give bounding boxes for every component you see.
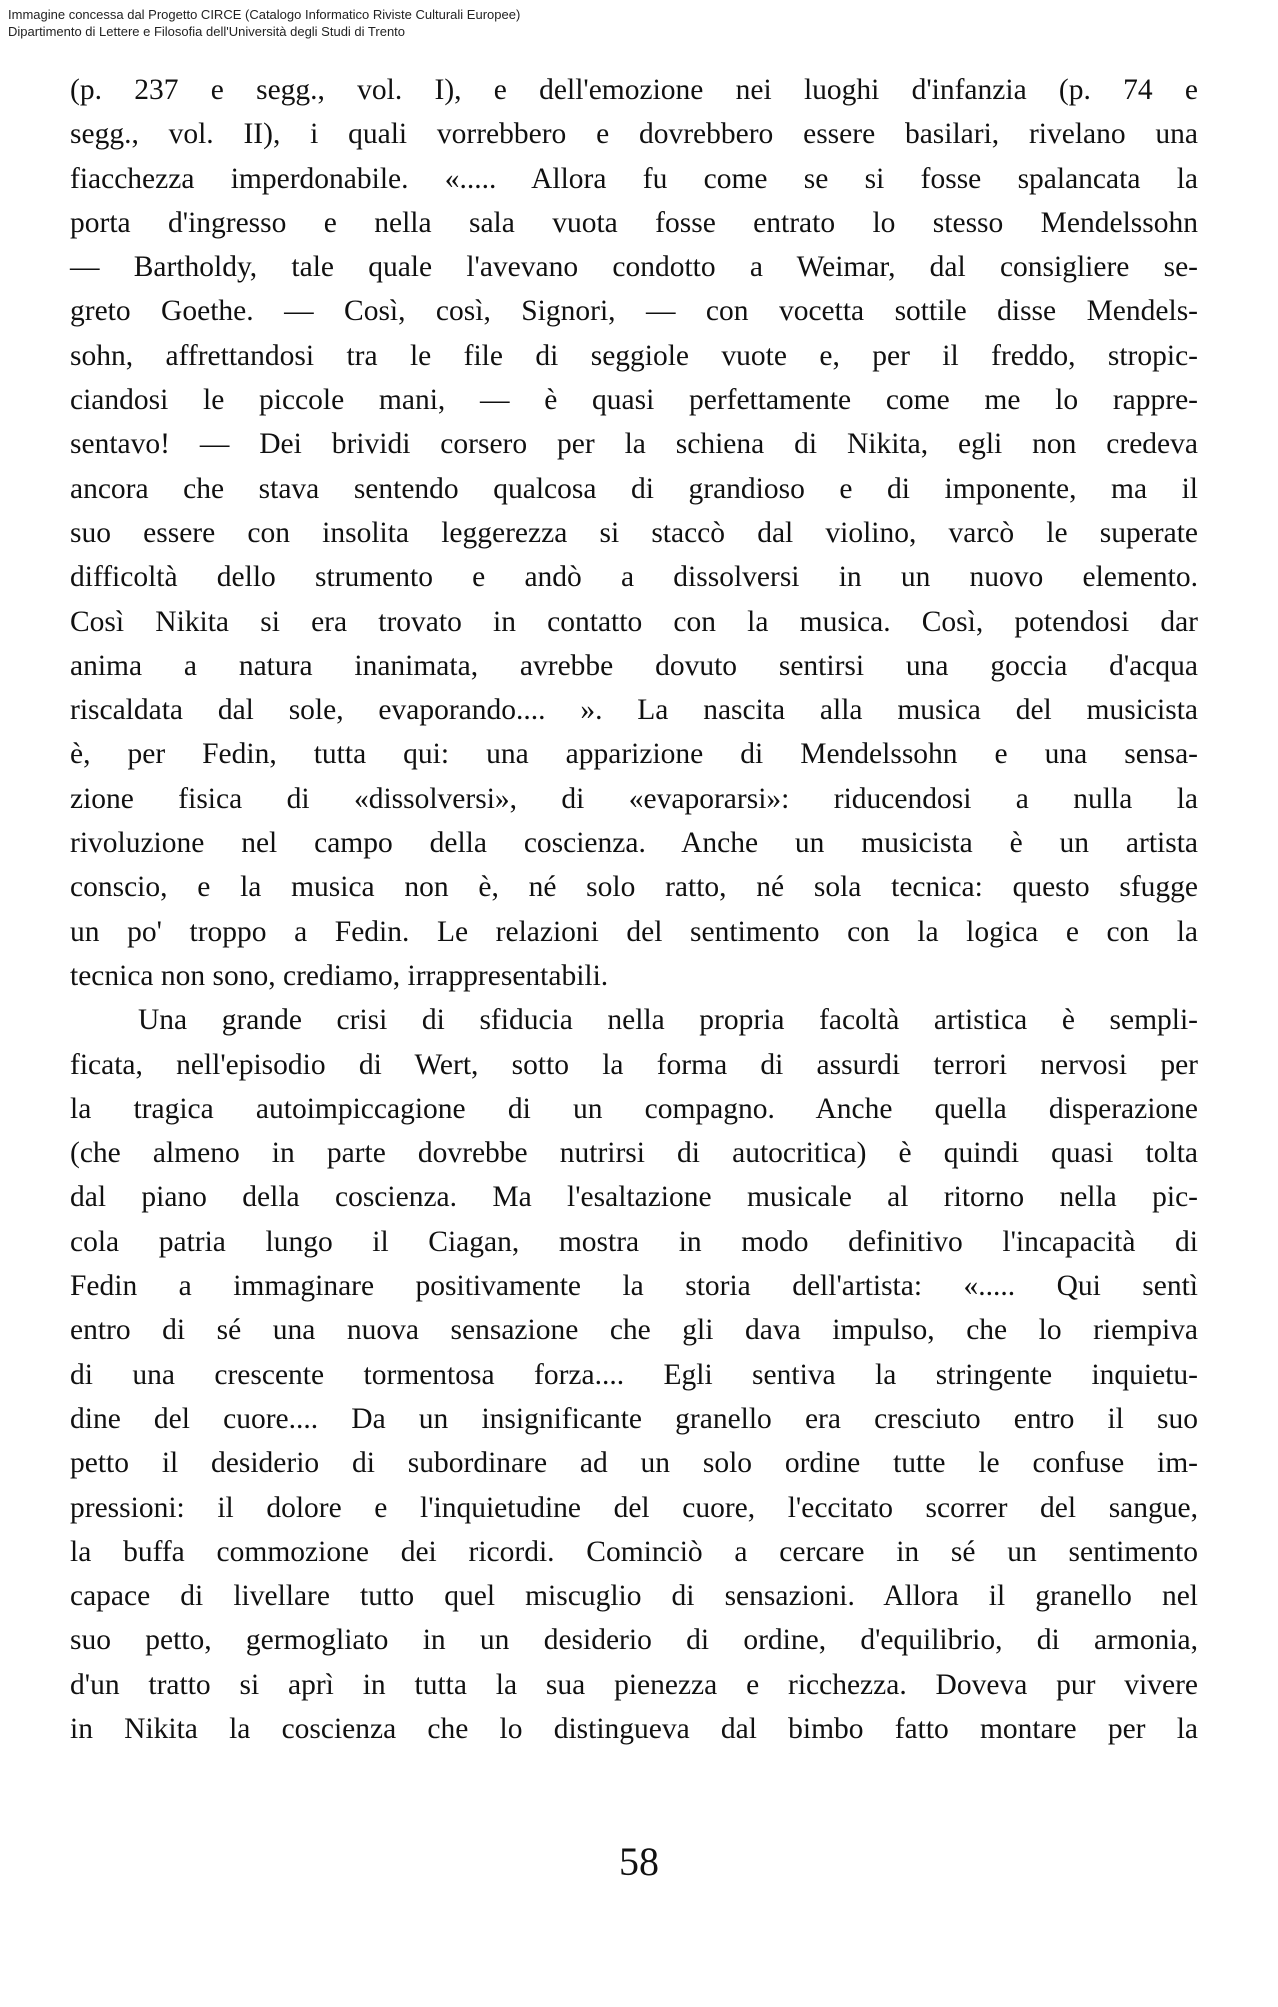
text-line: entro di sé una nuova sensazione che gli dava impulso, che lo riempiva	[70, 1314, 1198, 1347]
text-line: segg., vol. II), i quali vorrebbero e dovrebbero essere basilari, rivelano una	[70, 118, 1198, 151]
text-line: la tragica autoimpiccagione di un compagno. Anche quella disperazione	[70, 1092, 1198, 1125]
text-line: fiacchezza imperdonabile. «..... Allora fu come se si fosse spalancata la	[70, 162, 1198, 195]
text-line: porta d'ingresso e nella sala vuota fosse entrato lo stesso Mendelssohn	[70, 206, 1198, 239]
text-line: Così Nikita si era trovato in contatto con la musica. Così, potendosi dar	[70, 605, 1198, 638]
text-line: la buffa commozione dei ricordi. Cominciò a cercare in sé un sentimento	[70, 1535, 1198, 1568]
text-line: dine del cuore.... Da un insignificante granello era cresciuto entro il suo	[70, 1402, 1198, 1435]
text-line: dal piano della coscienza. Ma l'esaltazione musicale al ritorno nella pic-	[70, 1181, 1198, 1214]
archive-header-line-2: Dipartimento di Lettere e Filosofia dell'Università degli Studi di Trento	[8, 24, 406, 39]
text-line: difficoltà dello strumento e andò a dissolversi in un nuovo elemento.	[70, 561, 1198, 594]
text-line: cola patria lungo il Ciagan, mostra in modo definitivo l'incapacità di	[70, 1225, 1198, 1258]
text-line: anima a natura inanimata, avrebbe dovuto sentirsi una goccia d'acqua	[70, 649, 1198, 682]
archive-header	[8, 6, 520, 40]
text-line: un po' troppo a Fedin. Le relazioni del sentimento con la logica e con la	[70, 915, 1198, 948]
text-line: suo petto, germogliato in un desiderio di ordine, d'equilibrio, di armonia,	[70, 1624, 1198, 1657]
text-line: (che almeno in parte dovrebbe nutrirsi di autocritica) è quindi quasi tolta	[70, 1137, 1198, 1170]
text-line: rivoluzione nel campo della coscienza. Anche un musicista è un artista	[70, 827, 1198, 860]
text-line: riscaldata dal sole, evaporando.... ». La nascita alla musica del musicista	[70, 694, 1198, 727]
archive-header-line-1: Immagine concessa dal Progetto CIRCE (Catalogo Informatico Riviste Culturali Europee)	[8, 7, 521, 22]
text-line: petto il desiderio di subordinare ad un solo ordine tutte le confuse im-	[70, 1447, 1198, 1480]
text-line: ficata, nell'episodio di Wert, sotto la forma di assurdi terrori nervosi per	[70, 1048, 1198, 1081]
text-line: suo essere con insolita leggerezza si staccò dal violino, varcò le superate	[70, 516, 1198, 549]
text-line: tecnica non sono, crediamo, irrappresentabili.	[70, 959, 609, 992]
page-number: 58	[619, 1839, 659, 1884]
text-line: d'un tratto si aprì in tutta la sua pienezza e ricchezza. Doveva pur vivere	[70, 1668, 1198, 1701]
text-line: in Nikita la coscienza che lo distingueva dal bimbo fatto montare per la	[70, 1712, 1198, 1745]
text-line: sohn, affrettandosi tra le file di seggiole vuote e, per il freddo, stropic-	[70, 339, 1198, 372]
body-text	[70, 68, 1198, 1751]
text-line: sentavo! — Dei brividi corsero per la schiena di Nikita, egli non credeva	[70, 428, 1198, 461]
text-line: conscio, e la musica non è, né solo ratto, né sola tecnica: questo sfugge	[70, 871, 1198, 904]
text-line: Fedin a immaginare positivamente la storia dell'artista: «..... Qui sentì	[70, 1270, 1198, 1303]
text-line: Una grande crisi di sfiducia nella propria facoltà artistica è sempli-	[138, 1004, 1198, 1037]
text-line: greto Goethe. — Così, così, Signori, — con vocetta sottile disse Mendels-	[70, 295, 1198, 328]
text-line: capace di livellare tutto quel miscuglio di sensazioni. Allora il granello nel	[70, 1580, 1198, 1613]
text-line: pressioni: il dolore e l'inquietudine del cuore, l'eccitato scorrer del sangue,	[70, 1491, 1198, 1524]
text-line: — Bartholdy, tale quale l'avevano condotto a Weimar, dal consigliere se-	[70, 251, 1198, 284]
text-line: di una crescente tormentosa forza.... Egli sentiva la stringente inquietu-	[70, 1358, 1198, 1391]
text-line: (p. 237 e segg., vol. I), e dell'emozione nei luoghi d'infanzia (p. 74 e	[70, 74, 1198, 106]
text-line: zione fisica di «dissolversi», di «evaporarsi»: riducendosi a nulla la	[70, 782, 1198, 815]
text-line: ancora che stava sentendo qualcosa di grandioso e di imponente, ma il	[70, 472, 1198, 505]
text-line: è, per Fedin, tutta qui: una apparizione di Mendelssohn e una sensa-	[70, 738, 1198, 771]
text-line: ciandosi le piccole mani, — è quasi perfettamente come me lo rappre-	[70, 384, 1198, 417]
